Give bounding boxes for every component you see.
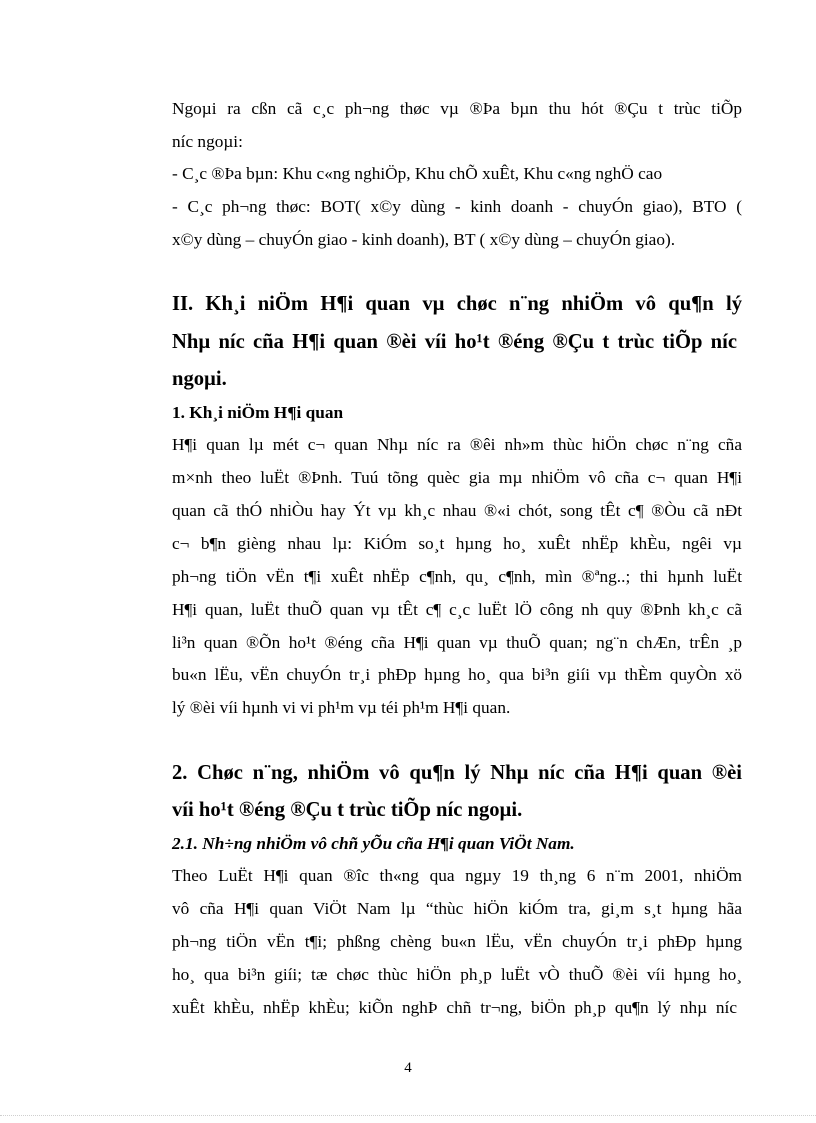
section-heading: II. Kh¸i niÖm H¶i quan vµ chøc n¨ng nhiÖm vô qu¶n lý [172,293,742,315]
section-heading: ngoµi. [172,368,227,390]
page-divider [0,1115,816,1116]
body-line: bu«n lËu, vËn chuyÓn tr¸i phÐp hµng ho¸ qua bi³n giíi vµ thÈm quyÒn xö [172,665,742,684]
body-line: ph¬ng tiÖn vËn t¶i; phßng chèng bu«n lËu, vËn chuyÓn tr¸i phÐp hµng [172,932,742,951]
body-line: li³n quan ®Õn ho¹t ®éng cña H¶i quan vµ thuÕ quan; ng¨n chÆn, trÊn ¸p [172,633,742,652]
body-line: Theo LuËt H¶i quan ®îc th«ng qua ngµy 19 th¸ng 6 n¨m 2001, nhiÖm [172,866,742,885]
body-line: xuÊt khÈu, nhËp khÈu; kiÕn nghÞ chñ tr¬ng, biÖn ph¸p qu¶n lý nhµ níc [172,998,737,1017]
body-line: c¬ b¶n gièng nhau lµ: KiÓm so¸t hµng ho¸ xuÊt nhËp khÈu, ngêi vµ [172,534,742,553]
subsection-title: 1. Kh¸i niÖm H¶i quan [172,403,344,422]
body-line: ph¬ng tiÖn vËn t¶i xuÊt nhËp c¶nh, qu¸ c¶nh, mìn ®ªng..; thi hµnh luËt [172,567,742,586]
body-line: ho¸ qua bi³n giíi; tæ chøc thùc hiÖn ph¸p luËt vÒ thuÕ ®èi víi hµng ho¸ [172,965,742,984]
body-line: Ngoµi ra cßn cã c¸c ph¬ng thøc vµ ®Þa bµn thu hót ®Çu t trùc tiÕp [172,99,742,118]
body-line: - C¸c ph¬ng thøc: BOT( x©y dùng - kinh doanh - chuyÓn giao), BTO ( [172,197,742,216]
body-line: níc ngoµi: [172,132,243,151]
subsection-title: víi ho¹t ®éng ®Çu t trùc tiÕp níc ngoµi. [172,799,523,821]
body-line: H¶i quan lµ mét c¬ quan Nhµ níc ra ®êi nh»m thùc hiÖn chøc n¨ng cña [172,435,742,454]
subsection-title: 2. Chøc n¨ng, nhiÖm vô qu¶n lý Nhµ níc cña H¶i quan ®èi [172,762,742,784]
body-line: lý ®èi víi hµnh vi vi ph¹m vµ téi ph¹m H¶i quan. [172,698,511,717]
body-line: - C¸c ®Þa bµn: Khu c«ng nghiÖp, Khu chÕ xuÊt, Khu c«ng nghÖ cao [172,164,663,183]
page-number: 4 [404,1060,412,1076]
body-line: vô cña H¶i quan ViÖt Nam lµ “thùc hiÖn kiÓm tra, gi¸m s¸t hµng hãa [172,899,742,918]
body-line: m×nh theo luËt ®Þnh. Tuú tõng quèc gia mµ nhiÖm vô cña c¬ quan H¶i [172,468,742,487]
body-line: H¶i quan, luËt thuÕ quan vµ tÊt c¶ c¸c luËt lÖ công nh quy ®Þnh kh¸c cã [172,600,742,619]
body-line: x©y dùng – chuyÓn giao - kinh doanh), BT ( x©y dùng – chuyÓn giao). [172,230,676,249]
body-line: quan cã thÓ nhiÒu hay Ýt vµ kh¸c nhau ®«i chót, song tÊt c¶ ®Òu cã nÐt [172,501,742,520]
section-heading: Nhµ níc cña H¶i quan ®èi víi ho¹t ®éng ®Çu t trùc tiÕp níc [172,331,737,353]
subsubsection-title: 2.1. Nh÷ng nhiÖm vô chñ yÕu cña H¶i quan ViÖt Nam. [172,834,575,853]
